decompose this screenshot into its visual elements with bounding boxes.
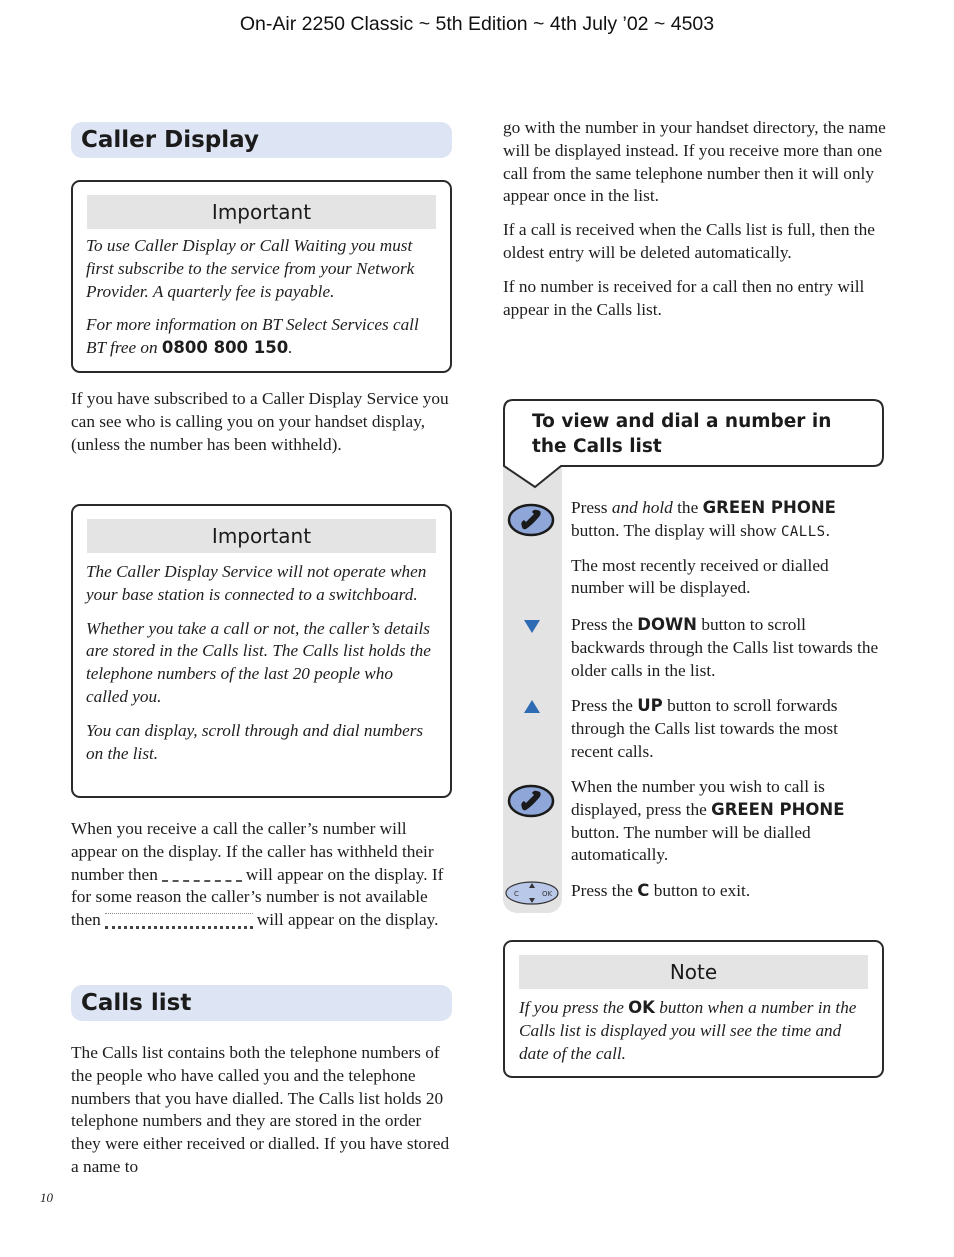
bt-free-number: 0800 800 150 <box>161 338 289 358</box>
view-dial-callout <box>503 399 884 489</box>
nav-key-c-label: C <box>514 890 519 898</box>
caller-number-paragraph: When you receive a call the caller’s number will appear on the display. If the caller has withheld their number then will appear on the display. If for some reason the caller’s number is not available then will appear on the display. <box>71 819 444 930</box>
navigation-key-icon <box>504 880 560 911</box>
important-text-switchboard: The Caller Display Service will not operate when your base station is connected to a switchboard. <box>86 562 427 604</box>
important-text-display-scroll: You can display, scroll through and dial numbers on the list. <box>86 720 424 763</box>
step-exit: Press the C button to exit. <box>571 881 751 900</box>
nav-key-ok-label: OK <box>542 890 553 898</box>
important-text-subscribe: To use Caller Display or Call Waiting you must first subscribe to the service from your Network Provider. A quarterly fee is payable. <box>86 236 415 301</box>
page-number: 10 <box>40 1190 53 1205</box>
step-scroll-up: Press the UP button to scroll forwards through the Calls list towards the most recent calls. <box>571 696 838 761</box>
important-text-more-info: For more information on BT Select Services call BT free on 0800 800 150. <box>86 315 419 358</box>
green-phone-key-icon <box>507 783 555 824</box>
note-text: If you press the OK button when a number in the Calls list is displayed you will see the time and date of the call. <box>519 998 857 1063</box>
caller-display-intro: If you have subscribed to a Caller Display Service you can see who is calling you on your handset display, (unless the number has been withheld). <box>71 389 449 454</box>
important-text-calls-stored: Whether you take a call or not, the caller’s details are stored in the Calls list. The Calls list holds the telephone numbers of the last 20 people who called you. <box>86 618 431 706</box>
important-box-switchboard <box>71 504 452 798</box>
step-scroll-down: Press the DOWN button to scroll backwards through the Calls list towards the older calls in the list. <box>571 615 879 680</box>
note-box <box>503 940 884 1078</box>
view-dial-heading: To view and dial a number in the Calls list <box>532 411 832 457</box>
step-dial-number: When the number you wish to call is displayed, press the GREEN PHONE button. The number will be dialled automatically. <box>571 777 845 865</box>
note-box-heading: Note <box>519 955 868 989</box>
up-arrow-icon <box>523 699 541 719</box>
green-phone-key-icon <box>507 502 555 543</box>
lcd-calls-text: CALLS <box>780 523 826 540</box>
important-box-subscription <box>71 180 452 373</box>
withheld-display-indicator <box>162 870 242 882</box>
running-header: On-Air 2250 Classic ~ 5th Edition ~ 4th July ’02 ~ 4503 <box>239 13 715 35</box>
unavailable-display-indicator <box>105 913 253 929</box>
section-heading-caller-display: Caller Display <box>71 122 452 158</box>
important-box-heading: Important <box>87 519 436 553</box>
down-arrow-icon <box>523 619 541 639</box>
section-heading-calls-list: Calls list <box>71 985 452 1021</box>
calls-list-intro: The Calls list contains both the telephone numbers of the people who have called you and the telephone numbers that you have dialled. The Calls list holds 20 telephone numbers and they are stored in the order they were either received or dialled. If you have stored a name to <box>71 1043 450 1176</box>
calls-list-continued: go with the number in your handset directory, the name will be displayed instead. If you receive more than one call from the same telephone number then it will only appear once in the list. If a call is received when the Calls list is full, then the oldest entry will be deleted automatically. If no number is received for a call then no entry will appear in the Calls list. <box>503 118 886 319</box>
step-hold-green-phone: Press and hold the GREEN PHONE button. The display will show CALLS. The most recently received or dialled number will be displayed. <box>571 498 836 598</box>
important-box-heading: Important <box>87 195 436 229</box>
